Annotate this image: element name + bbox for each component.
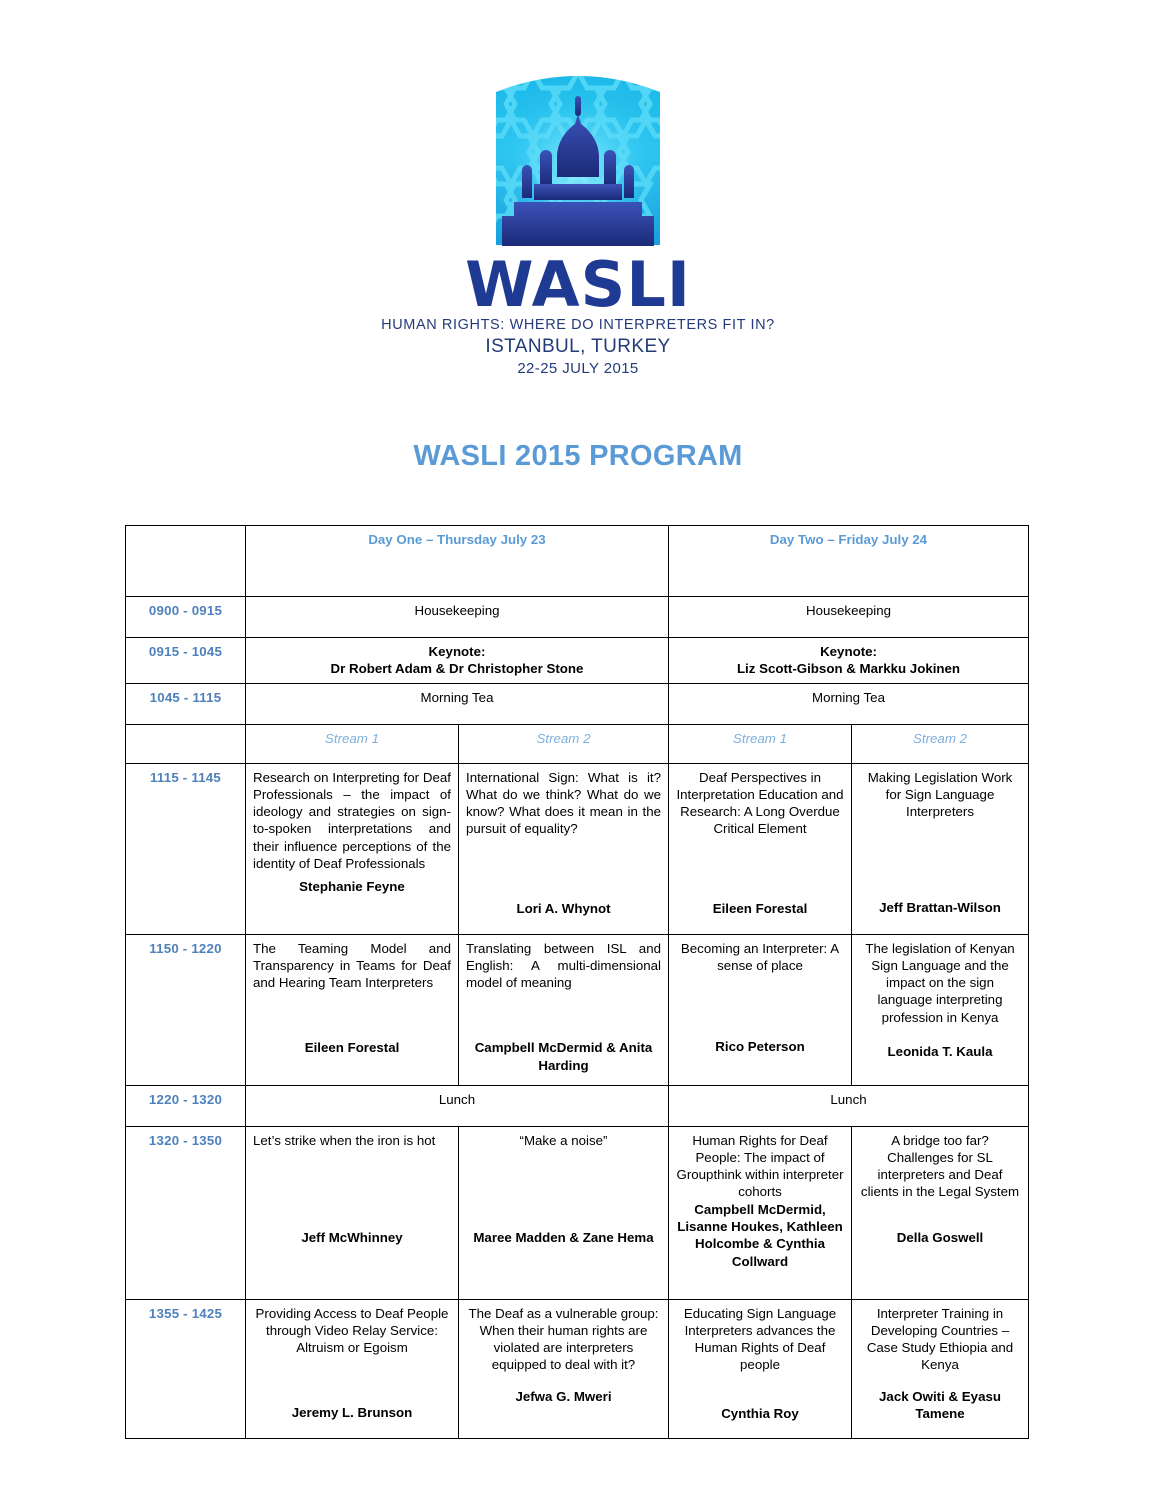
- page-title: WASLI 2015 PROGRAM: [413, 440, 743, 472]
- time-label: 1320 - 1350: [126, 1126, 246, 1299]
- table-row-lunch: [126, 1085, 1029, 1126]
- day-two-housekeeping: Housekeeping: [669, 597, 1029, 638]
- session-presenter: Jack Owiti & Eyasu Tamene: [879, 1388, 1001, 1421]
- session-title: International Sign: What is it? What do we think? What do we know? What does it mean in the pursuit of equality?: [466, 769, 661, 837]
- session-title: “Make a noise”: [519, 1132, 608, 1148]
- day-two-stream-2-header: Stream 2: [852, 724, 1029, 763]
- logo-city: ISTANBUL, TURKEY: [485, 335, 671, 357]
- table-row-session-1320: [126, 1126, 1029, 1299]
- session-title: Deaf Perspectives in Interpretation Education and Research: A Long Overdue Critical Element: [676, 769, 844, 837]
- session-presenter: Jeff McWhinney: [301, 1229, 403, 1245]
- keynote-speakers: Liz Scott-Gibson & Markku Jokinen: [736, 661, 961, 677]
- session-presenter: Jeremy L. Brunson: [291, 1405, 413, 1421]
- logo-wordmark: WASLI: [465, 248, 691, 321]
- wasli-logo: [0, 52, 1156, 377]
- session-title: Educating Sign Language Interpreters advances the Human Rights of Deaf people: [683, 1305, 837, 1373]
- session-cell-d2s2: [852, 763, 1029, 934]
- session-presenter: Cynthia Roy: [721, 1405, 799, 1421]
- session-presenter: Jeff Brattan-Wilson: [879, 900, 1001, 916]
- session-presenter: Maree Madden & Zane Hema: [473, 1229, 654, 1245]
- session-title: Research on Interpreting for Deaf Professionals – the impact of ideology and strategies on sign-to-spoken interpretations and their influence perceptions of the identity of Deaf Professionals: [253, 769, 451, 871]
- session-cell-d2s2: [852, 1126, 1029, 1299]
- session-cell-d2s1: [669, 934, 852, 1085]
- stream-corner-cell: [126, 724, 246, 763]
- day-one-stream-2-header: Stream 2: [459, 724, 669, 763]
- day-two-morning-tea: Morning Tea: [669, 683, 1029, 724]
- header-corner-cell: [126, 526, 246, 597]
- session-title: Making Legislation Work for Sign Language Interpreters: [867, 769, 1013, 820]
- time-label: 1150 - 1220: [126, 934, 246, 1085]
- time-label: 1045 - 1115: [126, 683, 246, 724]
- day-two-header: Day Two – Friday July 24: [669, 526, 1029, 597]
- session-title: Translating between ISL and English: A multi-dimensional model of meaning: [466, 940, 661, 991]
- session-cell-d2s1: [669, 1126, 852, 1299]
- table-row-session-1150: [126, 934, 1029, 1085]
- program-schedule-table: [125, 525, 1029, 1439]
- session-cell-d2s2: [852, 934, 1029, 1085]
- time-label: 1115 - 1145: [126, 763, 246, 934]
- keynote-label: Keynote:: [820, 644, 877, 659]
- table-row-housekeeping: [126, 597, 1029, 638]
- session-cell-d2s2: [852, 1299, 1029, 1438]
- session-cell-d1s1: [246, 1299, 459, 1438]
- session-cell-d1s2: [459, 934, 669, 1085]
- session-presenter: Rico Peterson: [715, 1039, 805, 1055]
- time-label: 1355 - 1425: [126, 1299, 246, 1438]
- day-one-stream-1-header: Stream 1: [246, 724, 459, 763]
- logo-dates: 22-25 JULY 2015: [517, 359, 639, 377]
- mosque-dome-logo-icon: [478, 52, 678, 252]
- day-one-keynote: [246, 638, 669, 684]
- time-label: 1220 - 1320: [126, 1085, 246, 1126]
- session-cell-d1s2: [459, 1126, 669, 1299]
- table-header-row: [126, 526, 1029, 597]
- session-title: The Teaming Model and Transparency in Teams for Deaf and Hearing Team Interpreters: [253, 940, 451, 991]
- table-row-stream-headers: [126, 724, 1029, 763]
- time-label: 0900 - 0915: [126, 597, 246, 638]
- day-one-morning-tea: Morning Tea: [246, 683, 669, 724]
- keynote-label: Keynote:: [428, 644, 486, 659]
- day-one-housekeeping: Housekeeping: [246, 597, 669, 638]
- session-cell-d1s1: [246, 934, 459, 1085]
- session-cell-d2s1: [669, 1299, 852, 1438]
- session-title: Becoming an Interpreter: A sense of place: [680, 940, 840, 973]
- keynote-speakers: Dr Robert Adam & Dr Christopher Stone: [330, 661, 584, 677]
- logo-tagline: HUMAN RIGHTS: WHERE DO INTERPRETERS FIT IN?: [381, 316, 775, 333]
- session-presenter: Stephanie Feyne: [299, 879, 405, 895]
- day-one-header: Day One – Thursday July 23: [246, 526, 669, 597]
- session-title: Providing Access to Deaf People through Video Relay Service: Altruism or Egoism: [255, 1305, 449, 1356]
- session-presenter: Eileen Forestal: [304, 1040, 400, 1056]
- session-presenter: Jefwa G. Mweri: [515, 1388, 612, 1404]
- table-row-keynote: [126, 638, 1029, 684]
- session-presenter: Campbell McDermid, Lisanne Houkes, Kathleen Holcombe & Cynthia Collward: [677, 1201, 843, 1269]
- session-title: A bridge too far? Challenges for SL interpreters and Deaf clients in the Legal System: [860, 1132, 1020, 1200]
- day-one-lunch: Lunch: [246, 1085, 669, 1126]
- day-two-stream-1-header: Stream 1: [669, 724, 852, 763]
- session-cell-d1s1: [246, 763, 459, 934]
- session-presenter: Della Goswell: [896, 1229, 984, 1245]
- table-row-session-1355: [126, 1299, 1029, 1438]
- session-cell-d1s2: [459, 1299, 669, 1438]
- session-presenter: Eileen Forestal: [712, 900, 808, 916]
- session-title: Interpreter Training in Developing Countries – Case Study Ethiopia and Kenya: [866, 1305, 1014, 1373]
- day-two-keynote: [669, 638, 1029, 684]
- session-title: Let’s strike when the iron is hot: [253, 1132, 436, 1148]
- session-presenter: Campbell McDermid & Anita Harding: [474, 1040, 653, 1073]
- day-two-lunch: Lunch: [669, 1085, 1029, 1126]
- session-cell-d2s1: [669, 763, 852, 934]
- time-label: 0915 - 1045: [126, 638, 246, 684]
- session-cell-d1s1: [246, 1126, 459, 1299]
- session-title: Human Rights for Deaf People: The impact of Groupthink within interpreter cohorts: [676, 1132, 844, 1200]
- table-row-session-1115: [126, 763, 1029, 934]
- session-presenter: Leonida T. Kaula: [887, 1043, 993, 1059]
- session-presenter: Lori A. Whynot: [516, 900, 611, 916]
- session-title: The Deaf as a vulnerable group: When their human rights are violated are interpreters equipped to deal with it?: [468, 1305, 659, 1373]
- session-cell-d1s2: [459, 763, 669, 934]
- table-row-morning-tea: [126, 683, 1029, 724]
- session-title: The legislation of Kenyan Sign Language and the impact on the sign language interpreting profession in Kenya: [865, 940, 1015, 1025]
